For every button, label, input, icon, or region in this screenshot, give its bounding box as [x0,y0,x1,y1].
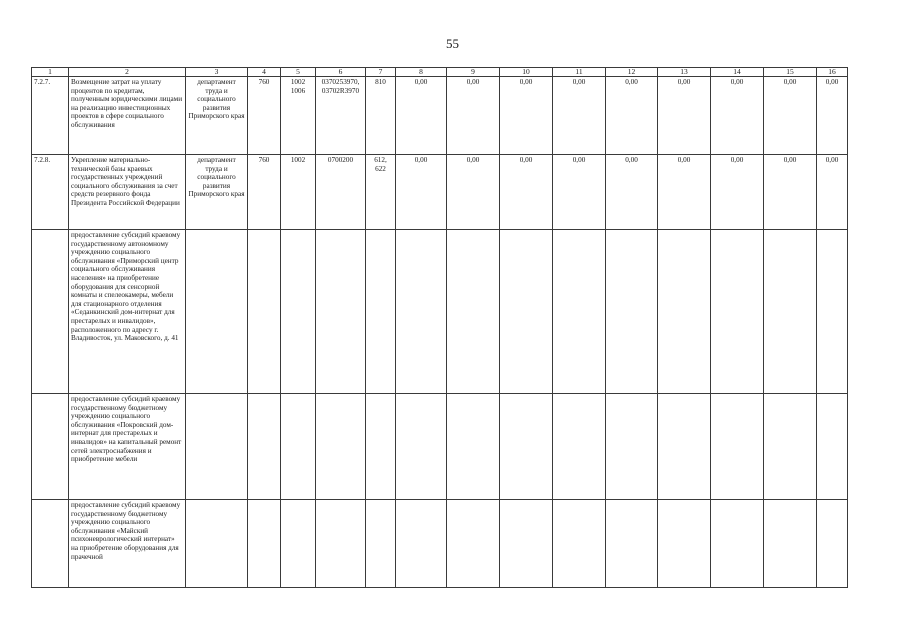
row-value [711,230,764,394]
row-value [553,394,606,500]
row-value [553,500,606,588]
row-value [396,500,447,588]
row-csr: 0700200 [316,155,366,230]
row-vr: 810 [366,77,396,155]
table-row [32,155,848,230]
row-value [396,230,447,394]
row-value: 0,00 [658,155,711,230]
row-dept [186,394,248,500]
row-value [606,500,658,588]
row-name: предоставление субсидий краевому государственному автономному учреждению социального обслуживания «Приморский центр социального обслуживания населения» на приобретение оборудования для сенсорной комнаты и спелеокамеры, мебели для стационарного отделения «Седанкинский дом-интернат для престарелых и инвалидов», расположенного по адресу г. Владивосток, ул. Маковского, д. 41 [69,230,186,394]
page-number: 55 [446,36,459,51]
row-value [711,500,764,588]
row-grbs: 760 [248,155,281,230]
row-number [32,230,69,394]
row-rzpr [281,230,316,394]
row-dept [186,230,248,394]
row-value: 0,00 [553,155,606,230]
header-cell: 5 [281,68,316,77]
budget-table [31,67,848,588]
row-grbs [248,394,281,500]
row-rzpr [281,500,316,588]
row-value: 0,00 [396,77,447,155]
row-value: 0,00 [764,77,817,155]
row-value [764,230,817,394]
row-csr: 0370253970, 03702R3970 [316,77,366,155]
row-value: 0,00 [606,77,658,155]
header-cell: 14 [711,68,764,77]
row-number [32,500,69,588]
header-cell: 9 [447,68,500,77]
row-value: 0,00 [500,155,553,230]
row-value [764,500,817,588]
row-value: 0,00 [447,77,500,155]
row-vr [366,500,396,588]
row-value [447,230,500,394]
header-cell: 4 [248,68,281,77]
table-row [32,230,848,394]
row-value [500,230,553,394]
row-name: предоставление субсидий краевому государственному бюджетному учреждению социального обслуживания «Майский психоневрологический интернат» на приобретение оборудования для прачечной [69,500,186,588]
row-rzpr: 1002 1006 [281,77,316,155]
row-value: 0,00 [396,155,447,230]
row-csr [316,230,366,394]
header-row [32,68,848,77]
row-value [396,394,447,500]
header-cell: 3 [186,68,248,77]
row-dept [186,500,248,588]
row-dept: департамент труда и социального развития Приморского края [186,77,248,155]
row-grbs: 760 [248,77,281,155]
row-value [447,500,500,588]
row-value: 0,00 [606,155,658,230]
row-value [606,230,658,394]
header-cell: 2 [69,68,186,77]
row-rzpr [281,394,316,500]
header-cell: 10 [500,68,553,77]
header-cell: 12 [606,68,658,77]
table-row [32,500,848,588]
header-cell: 16 [817,68,848,77]
row-value: 0,00 [658,77,711,155]
row-csr [316,394,366,500]
row-dept: департамент труда и социального развития Приморского края [186,155,248,230]
row-name: предоставление субсидий краевому государственному бюджетному учреждению социального обслуживания «Покровский дом-интернат для престарелых и инвалидов» на капитальный ремонт сетей электроснабжения и приобретение мебели [69,394,186,500]
row-value: 0,00 [817,155,848,230]
row-vr [366,230,396,394]
row-value: 0,00 [711,77,764,155]
row-value [658,230,711,394]
header-cell: 1 [32,68,69,77]
header-cell: 11 [553,68,606,77]
header-cell: 8 [396,68,447,77]
header-cell: 13 [658,68,711,77]
row-value [606,394,658,500]
row-grbs [248,230,281,394]
row-value [553,230,606,394]
row-vr [366,394,396,500]
header-cell: 6 [316,68,366,77]
row-value [658,500,711,588]
table-row [32,394,848,500]
row-csr [316,500,366,588]
row-number [32,394,69,500]
row-number: 7.2.7. [32,77,69,155]
row-value [764,394,817,500]
row-value: 0,00 [711,155,764,230]
row-value: 0,00 [500,77,553,155]
row-number: 7.2.8. [32,155,69,230]
header-cell: 7 [366,68,396,77]
row-value [711,394,764,500]
row-value [817,230,848,394]
row-rzpr: 1002 [281,155,316,230]
row-value [447,394,500,500]
row-vr: 612, 622 [366,155,396,230]
row-value [817,500,848,588]
row-value: 0,00 [553,77,606,155]
row-value: 0,00 [447,155,500,230]
row-value [817,394,848,500]
row-value [500,394,553,500]
row-grbs [248,500,281,588]
row-value [658,394,711,500]
row-value: 0,00 [764,155,817,230]
table-row [32,77,848,155]
row-value [500,500,553,588]
row-name: Укрепление материально-технической базы краевых государственных учреждений социального обслуживания за счет средств резервного фонда Президента Российской Федерации [69,155,186,230]
row-value: 0,00 [817,77,848,155]
row-name: Возмещение затрат на уплату процентов по кредитам, полученным юридическими лицами на реализацию инвестиционных проектов в сфере социального обслуживания [69,77,186,155]
header-cell: 15 [764,68,817,77]
